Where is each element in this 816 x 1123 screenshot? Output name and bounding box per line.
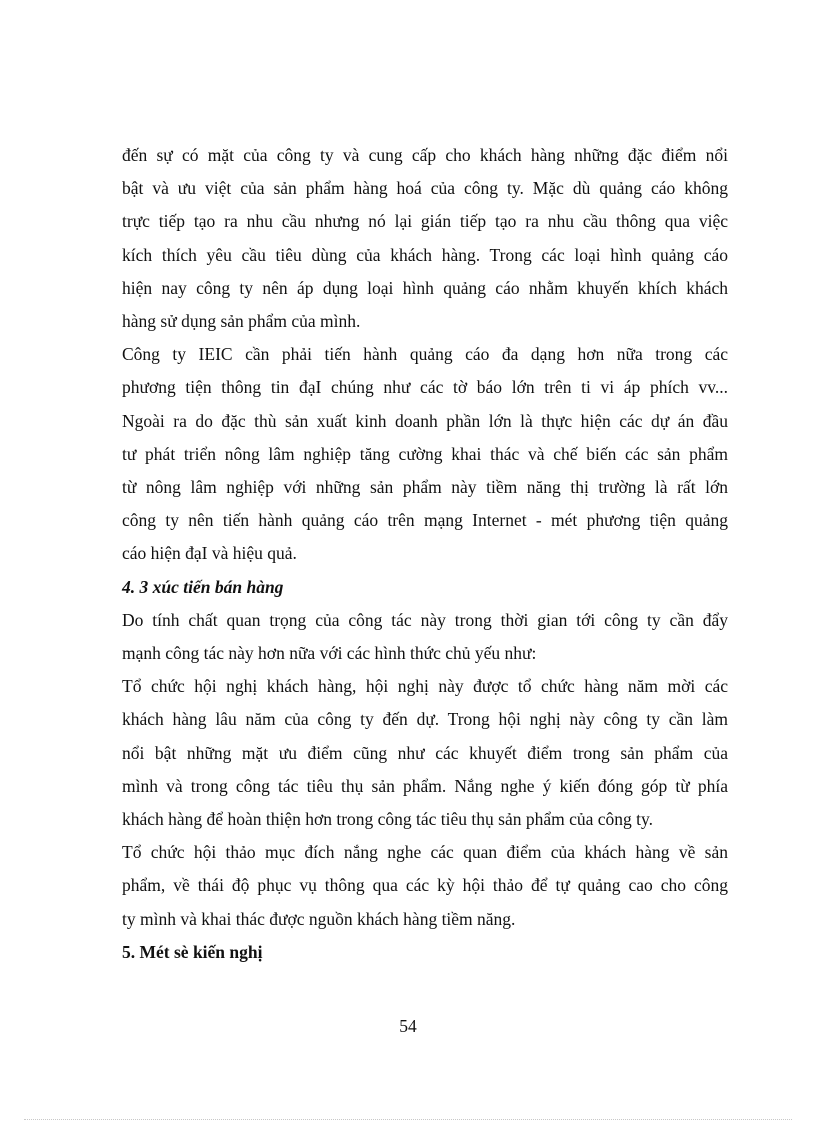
text-line: đến sự có mặt của công ty và cung cấp cho khách hàng những đặc điểm nổi: [122, 145, 728, 165]
text-line: hiện nay công ty nên áp dụng loại hình quảng cáo nhằm khuyến khích khách: [122, 277, 728, 298]
text-line: mình và trong công tác tiêu thụ sản phẩm. Nắng nghe ý kiến đóng góp từ phía: [122, 775, 728, 796]
page-body: [122, 139, 728, 969]
paragraph-ieic-advertising: [122, 338, 728, 570]
text-line: cáo hiện đạI và hiệu quả.: [122, 543, 297, 564]
text-line: tư phát triển nông lâm nghiệp tăng cường khai thác và chế biến các sản phẩm: [122, 443, 728, 464]
text-line: từ nông lâm nghiệp với những sản phẩm này tiềm năng thị trường là rất lớn: [122, 477, 728, 498]
text-line: kích thích yêu cầu tiêu dùng của khách hàng. Trong các loại hình quảng cáo: [122, 244, 728, 265]
text-line: Công ty IEIC cần phải tiến hành quảng cáo đa dạng hơn nữa trong các: [122, 344, 728, 365]
page-edge-divider: [24, 1119, 792, 1120]
text-line: khách hàng lâu năm của công ty đến dự. Trong hội nghị này công ty cần làm: [122, 709, 728, 730]
text-line: Tổ chức hội nghị khách hàng, hội nghị này được tổ chức hàng năm mời các: [122, 676, 728, 697]
text-line: bật và ưu việt của sản phẩm hàng hoá của công ty. Mặc dù quảng cáo không: [122, 178, 728, 199]
text-line: mạnh công tác này hơn nữa với các hình thức chủ yếu như:: [122, 643, 537, 664]
paragraph-sales-promotion-intro: [122, 604, 728, 670]
text-line: hàng sử dụng sản phẩm của mình.: [122, 311, 361, 332]
paragraph-customer-conference: [122, 670, 728, 836]
paragraph-workshop: [122, 836, 728, 936]
paragraph-advertising-intro: [122, 139, 728, 338]
section-heading-sales-promotion: 4. 3 xúc tiến bán hàng: [122, 576, 284, 597]
text-line: Ngoài ra do đặc thù sản xuất kinh doanh phần lớn là thực hiện các dự án đầu: [122, 410, 728, 431]
text-line: Do tính chất quan trọng của công tác này trong thời gian tới công ty cần đẩy: [122, 609, 728, 630]
text-line: khách hàng để hoàn thiện hơn trong công tác tiêu thụ sản phẩm của công ty.: [122, 809, 654, 830]
text-line: công ty nên tiến hành quảng cáo trên mạng Internet - mét phương tiện quảng: [122, 510, 728, 531]
text-line: trực tiếp tạo ra nhu cầu nhưng nó lại gián tiếp tạo ra nhu cầu thông qua việc: [122, 211, 728, 232]
text-line: Tổ chức hội thảo mục đích nắng nghe các quan điểm của khách hàng về sản: [122, 842, 728, 863]
page-number: 54: [399, 1016, 417, 1036]
text-line: ty mình và khai thác được nguồn khách hàng tiềm năng.: [122, 908, 516, 929]
section-heading-recommendations: 5. Mét sè kiến nghị: [122, 941, 263, 962]
text-line: phương tiện thông tin đạI chúng như các tờ báo lớn trên ti vi áp phích vv...: [122, 377, 728, 398]
text-line: phẩm, về thái độ phục vụ thông qua các kỳ hội thảo để tự quảng cao cho công: [122, 875, 728, 896]
text-line: nổi bật những mặt ưu điểm cũng như các khuyết điểm trong sản phẩm của: [122, 742, 728, 763]
